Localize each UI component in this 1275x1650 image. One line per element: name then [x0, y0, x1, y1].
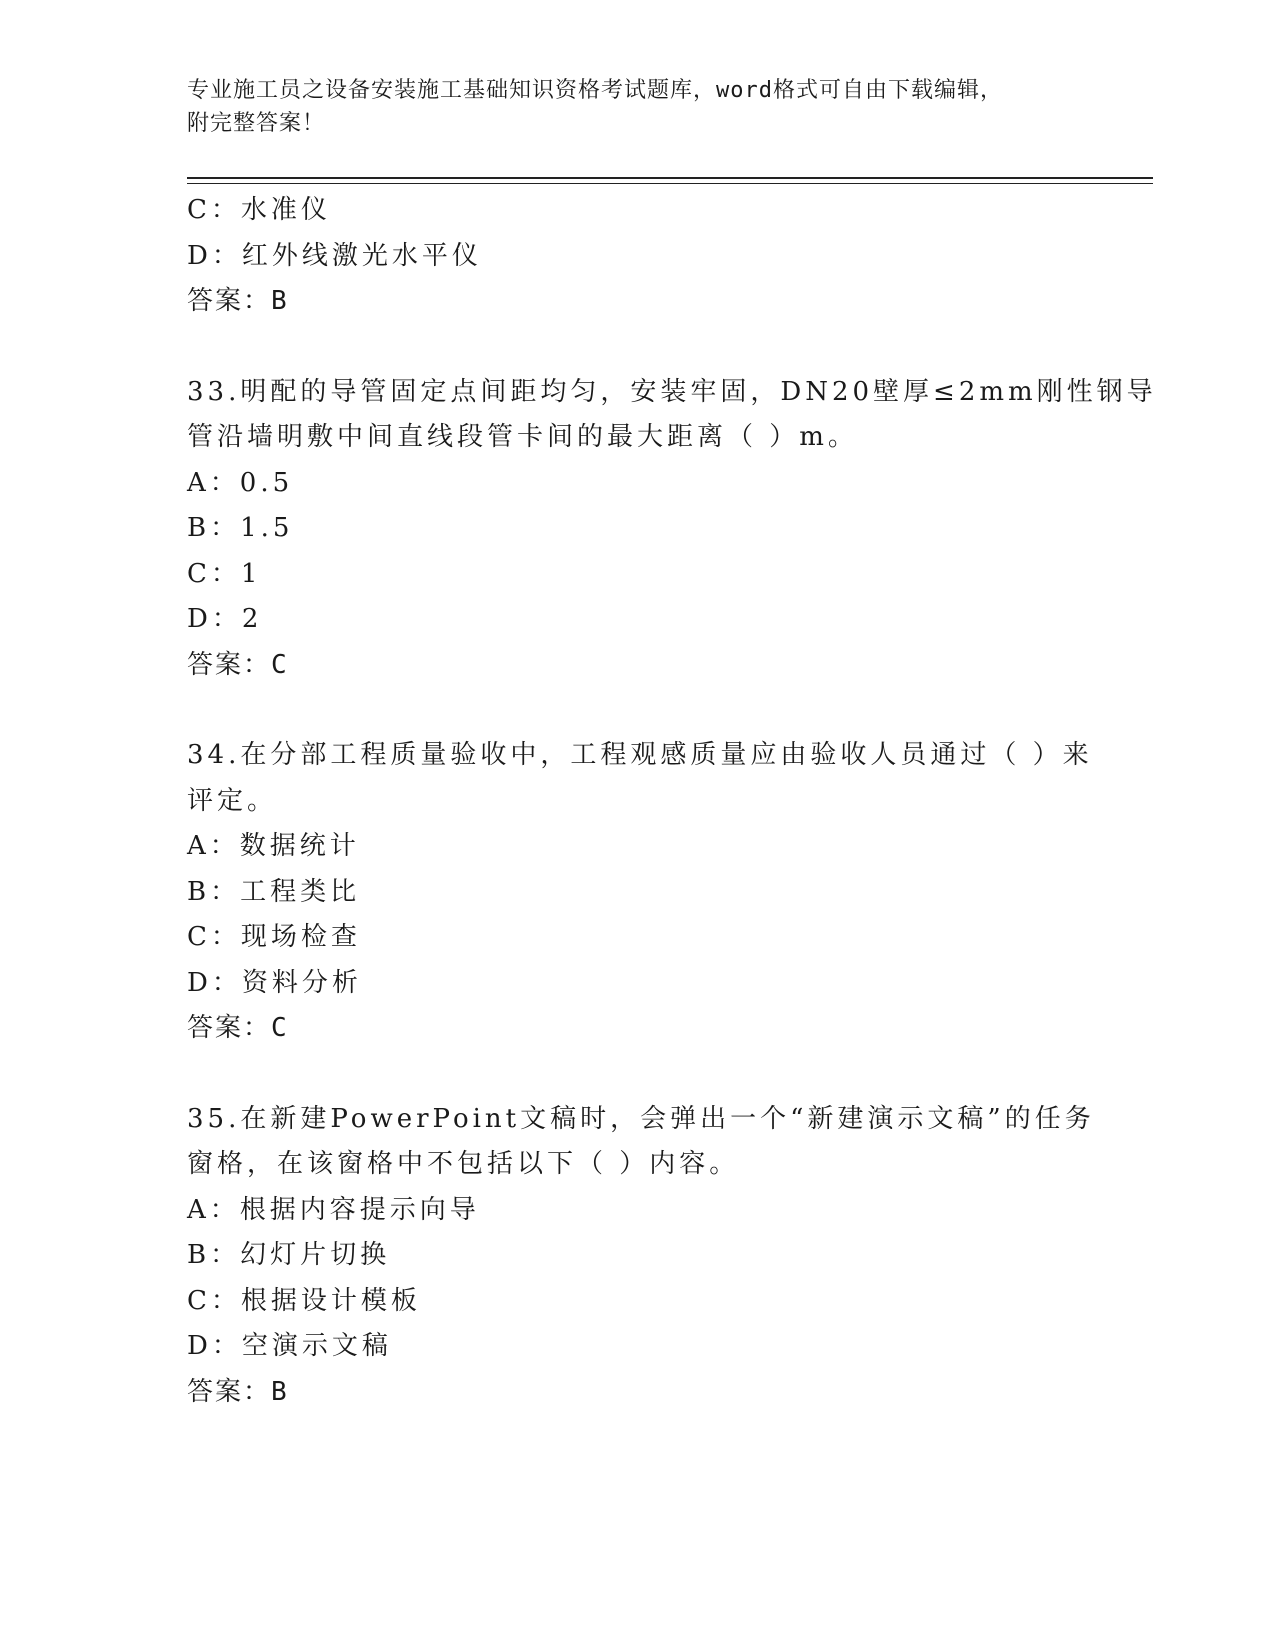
option-d: D：资料分析 [187, 967, 362, 998]
question-stem-line: 33.明配的导管固定点间距均匀，安装牢固，DN20壁厚≤2mm刚性钢导 [187, 376, 1157, 407]
header-line-1: 专业施工员之设备安装施工基础知识资格考试题库，word格式可自由下载编辑， [187, 78, 1003, 103]
document-body [187, 188, 1157, 1415]
option-c: C：水准仪 [187, 195, 331, 225]
option-c: C：现场检查 [187, 922, 361, 952]
option-b: B：幻灯片切换 [187, 1240, 391, 1270]
question-stem-line: 35.在新建PowerPoint文稿时，会弹出一个“新建演示文稿”的任务 [187, 1103, 1095, 1134]
option-d: D：红外线激光水平仪 [187, 240, 482, 271]
option-b: B：工程类比 [187, 876, 361, 907]
option-c: C：根据设计模板 [187, 1285, 421, 1316]
answer: 答案：B [187, 286, 289, 316]
question-stem-line: 34.在分部工程质量验收中，工程观感质量应由验收人员通过（ ）来 [187, 740, 1093, 770]
question-35 [187, 1097, 1095, 1416]
header-divider-thin [187, 183, 1153, 184]
answer: 答案：B [187, 1376, 289, 1407]
option-d: D：空演示文稿 [187, 1331, 392, 1361]
answer: 答案：C [187, 649, 289, 680]
question-33 [187, 370, 1157, 689]
header-line-2: 附完整答案！ [187, 111, 326, 136]
question-34 [187, 733, 1093, 1052]
option-a: A：0.5 [187, 467, 294, 498]
option-b: B：1.5 [187, 513, 294, 543]
option-d: D：2 [187, 604, 263, 634]
option-c: C：1 [187, 558, 262, 589]
question-stem-line: 窗格，在该窗格中不包括以下（ ）内容。 [187, 1149, 740, 1179]
header-divider-thick [187, 177, 1153, 179]
prev-question-tail [187, 188, 1087, 325]
question-stem-line: 评定。 [187, 785, 278, 816]
question-stem-line: 管沿墙明敷中间直线段管卡间的最大距离（ ）m。 [187, 422, 858, 452]
document-header [187, 74, 1067, 140]
option-a: A：根据内容提示向导 [187, 1194, 480, 1225]
option-a: A：数据统计 [187, 831, 360, 861]
answer: 答案：C [187, 1013, 289, 1043]
